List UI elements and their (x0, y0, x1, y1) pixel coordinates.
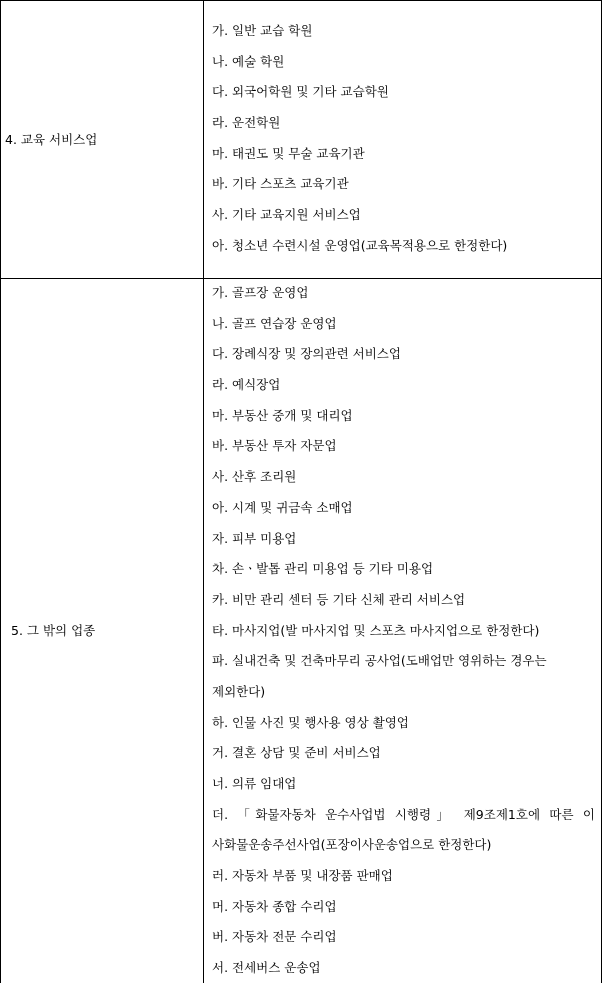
list-item: 마. 태권도 및 무술 교육기관 (212, 145, 365, 161)
list-item: 나. 예술 학원 (212, 53, 285, 69)
table-row-education (0, 0, 602, 279)
list-item: 마. 부동산 중개 및 대리업 (212, 407, 353, 423)
list-item: 서. 전세버스 운송업 (212, 960, 321, 976)
list-item: 러. 자동차 부품 및 내장품 판매업 (212, 868, 393, 884)
list-item: 라. 예식장업 (212, 377, 281, 393)
list-item: 타. 마사지업(발 마사지업 및 스포츠 마사지업으로 한정한다) (212, 622, 540, 638)
list-item (212, 653, 595, 714)
list-item: 버. 자동차 전문 수리업 (212, 929, 337, 945)
category-label: 5. 그 밖의 업종 (11, 623, 96, 638)
list-item (212, 807, 595, 868)
item-list (212, 285, 595, 991)
list-item: 아. 청소년 수련시설 운영업(교육목적용으로 한정한다) (212, 237, 508, 253)
item-line: 더. 「화물자동차 운수사업법 시행령」 제9조제1호에 따른 이 (212, 806, 595, 822)
list-item: 거. 결혼 상담 및 준비 서비스업 (212, 745, 381, 761)
list-item: 가. 일반 교습 학원 (212, 23, 313, 38)
category-cell (1, 1, 204, 279)
list-item: 머. 자동차 종합 수리업 (212, 898, 337, 914)
item-list (212, 23, 595, 269)
list-item: 너. 의류 임대업 (212, 776, 297, 792)
category-label: 4. 교육 서비스업 (5, 132, 98, 147)
list-item: 나. 골프 연습장 운영업 (212, 315, 337, 331)
list-item: 가. 골프장 운영업 (212, 285, 309, 300)
list-item: 자. 피부 미용업 (212, 530, 297, 546)
list-item: 다. 장례식장 및 장의관련 서비스업 (212, 346, 401, 362)
item-line: 사화물운송주선사업(포장이사운송업으로 한정한다) (212, 837, 492, 853)
item-line: 파. 실내건축 및 건축마무리 공사업(도배업만 영위하는 경우는 (212, 653, 547, 669)
items-cell (204, 279, 601, 983)
list-item: 바. 부동산 투자 자문업 (212, 438, 337, 454)
list-item: 사. 기타 교육지원 서비스업 (212, 207, 361, 223)
list-item: 사. 산후 조리원 (212, 469, 297, 485)
category-cell (1, 279, 204, 983)
list-item: 차. 손ㆍ발톱 관리 미용업 등 기타 미용업 (212, 561, 434, 577)
list-item: 카. 비만 관리 센터 등 기타 신체 관리 서비스업 (212, 591, 466, 607)
item-line: 제외한다) (212, 683, 266, 699)
list-item: 하. 인물 사진 및 행사용 영상 촬영업 (212, 714, 409, 730)
list-item: 다. 외국어학원 및 기타 교습학원 (212, 84, 389, 100)
list-item: 라. 운전학원 (212, 115, 281, 131)
table-row-other (0, 278, 602, 983)
list-item: 아. 시계 및 귀금속 소매업 (212, 499, 353, 515)
list-item: 바. 기타 스포츠 교육기관 (212, 176, 349, 192)
items-cell (204, 1, 601, 279)
